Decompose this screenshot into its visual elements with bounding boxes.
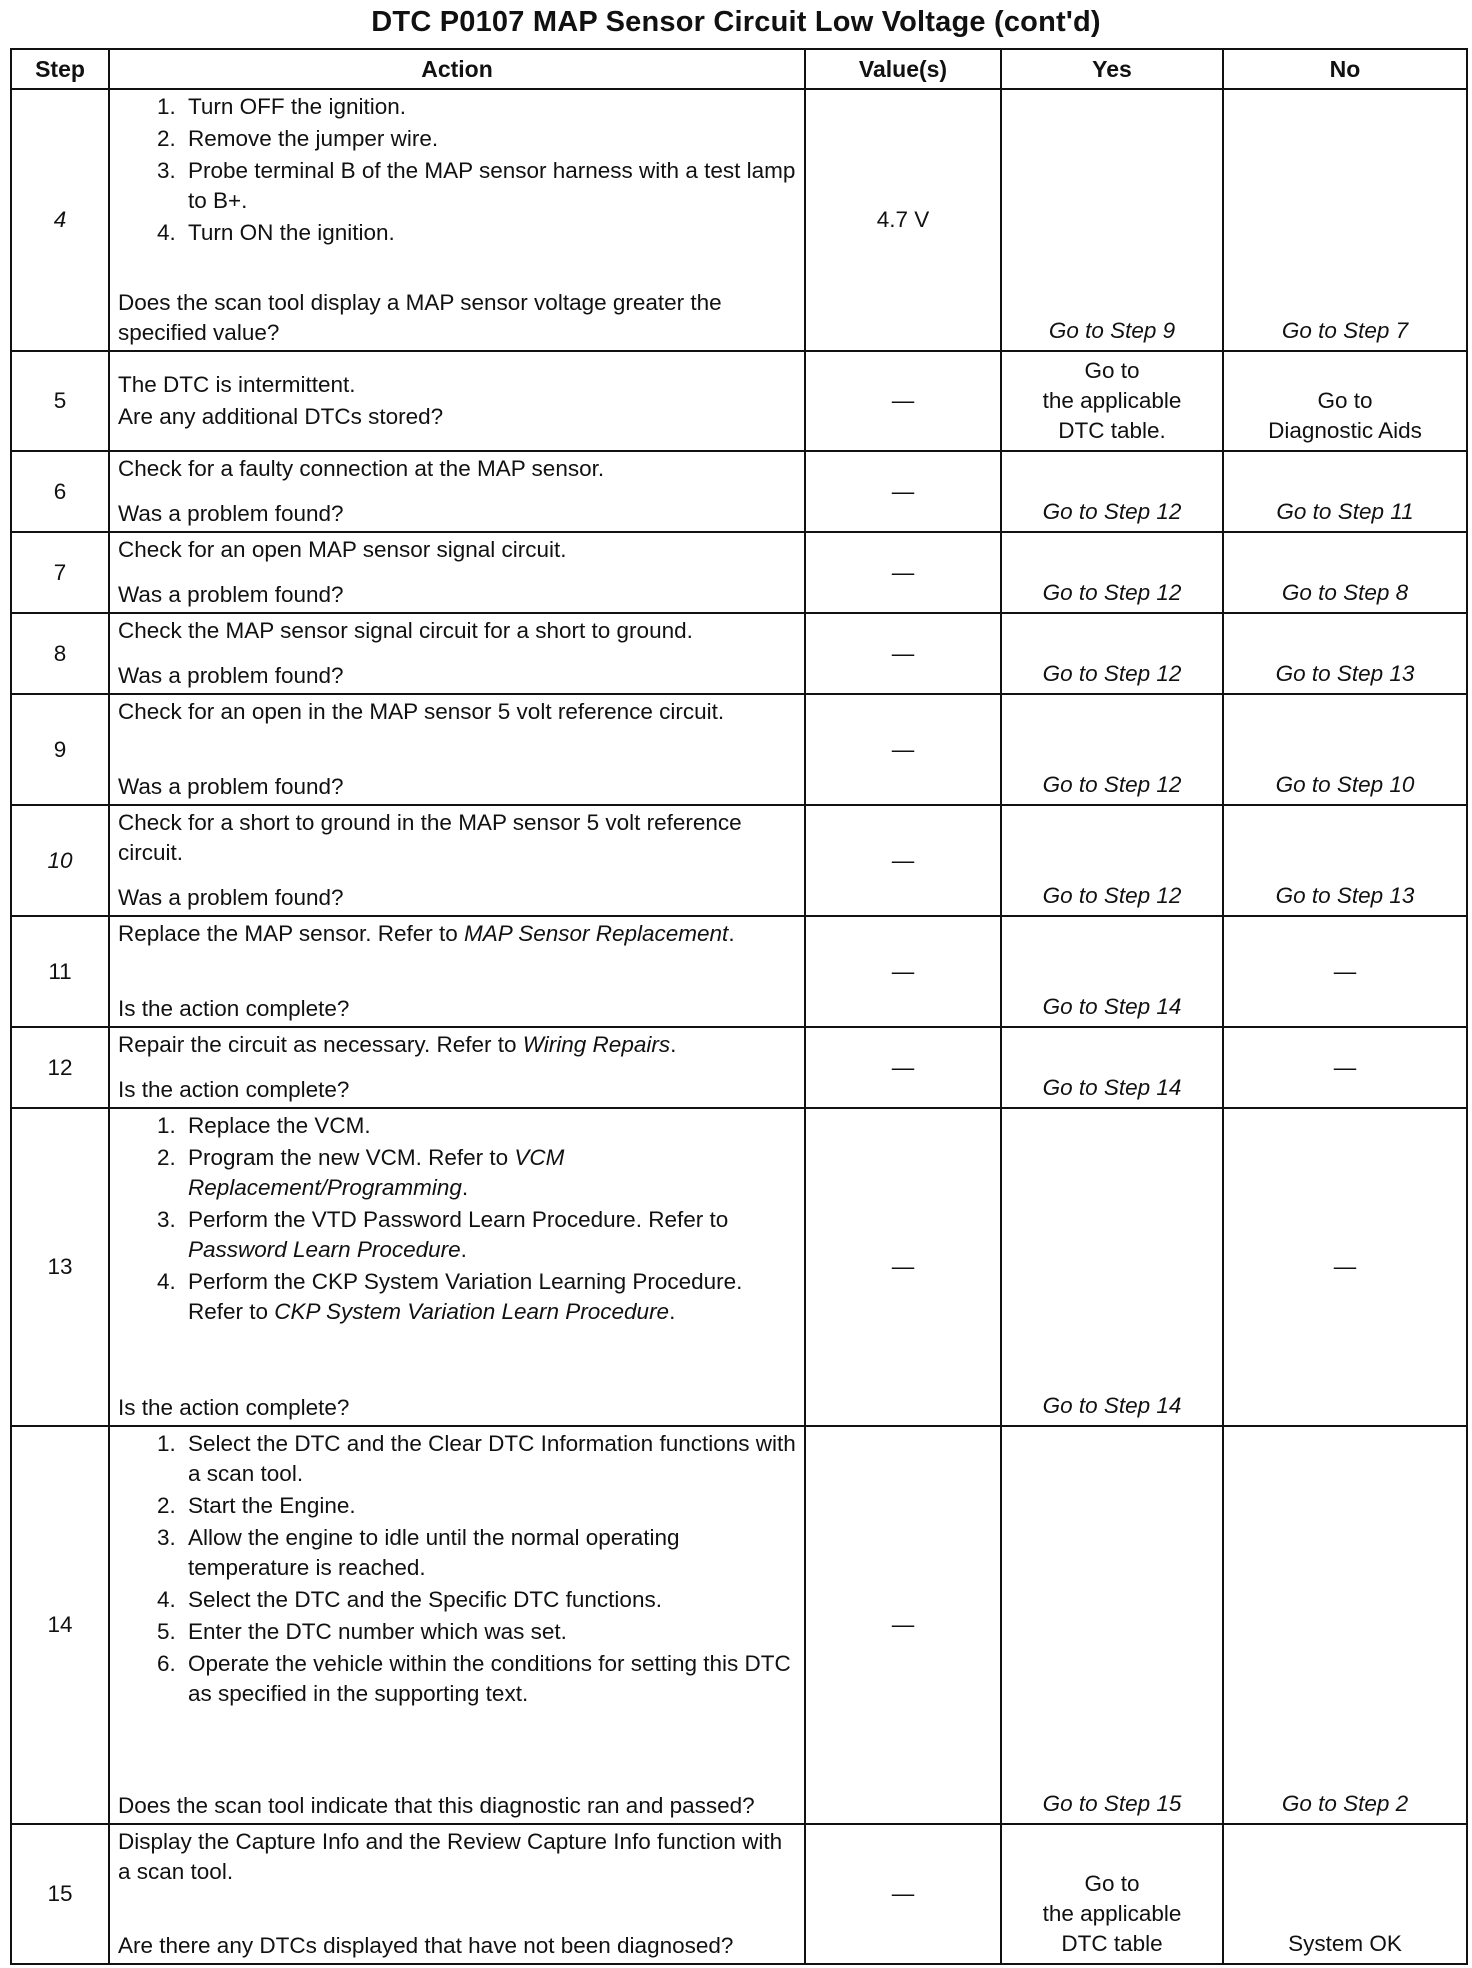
question-text: Was a problem found? — [118, 582, 344, 607]
action-text — [118, 919, 796, 949]
action-list — [118, 92, 796, 250]
value-cell: — — [805, 694, 1001, 805]
list-item-text-post: . — [669, 1299, 676, 1324]
no-goto-link: Go to Step 13 — [1275, 661, 1415, 686]
list-item — [182, 1143, 796, 1203]
question-text: Was a problem found? — [118, 885, 344, 910]
table-row — [11, 694, 1467, 805]
question-text: Is the action complete? — [118, 996, 350, 1021]
table-row — [11, 1426, 1467, 1824]
yes-cell — [1001, 916, 1223, 1027]
value-cell: — — [805, 351, 1001, 451]
yes-cell — [1001, 1426, 1223, 1824]
value-cell: — — [805, 1824, 1001, 1964]
step-number: 12 — [11, 1027, 109, 1108]
value-cell: — — [805, 1426, 1001, 1824]
no-line: Go to — [1317, 388, 1373, 413]
action-cell — [109, 694, 805, 805]
action-text: The DTC is intermittent. — [118, 372, 356, 397]
yes-line: Go to — [1084, 358, 1140, 383]
column-header-yes: Yes — [1001, 49, 1223, 89]
yes-cell — [1001, 613, 1223, 694]
page-title: DTC P0107 MAP Sensor Circuit Low Voltage (cont'd) — [371, 6, 1101, 38]
no-cell: — — [1223, 1027, 1467, 1108]
action-cell — [109, 613, 805, 694]
no-cell: — — [1223, 916, 1467, 1027]
yes-line: the applicable — [1042, 388, 1182, 413]
action-text: Check for an open MAP sensor signal circuit. — [118, 537, 567, 562]
action-cell — [109, 1108, 805, 1426]
yes-cell — [1001, 532, 1223, 613]
step-number: 9 — [11, 694, 109, 805]
value-cell: — — [805, 1108, 1001, 1426]
reference-link[interactable]: CKP System Variation Learn Procedure — [274, 1299, 670, 1324]
table-row — [11, 451, 1467, 532]
action-text — [118, 1030, 796, 1060]
table-row — [11, 916, 1467, 1027]
yes-goto-link: Go to Step 12 — [1042, 580, 1182, 605]
yes-cell — [1001, 694, 1223, 805]
action-cell — [109, 916, 805, 1027]
question-text: Does the scan tool indicate that this diagnostic ran and passed? — [118, 1793, 755, 1818]
yes-cell — [1001, 451, 1223, 532]
yes-cell — [1001, 805, 1223, 916]
list-item: 5. Enter the DTC number which was set. — [182, 1617, 796, 1647]
yes-goto-link: Go to Step 12 — [1042, 883, 1182, 908]
question-text: Are there any DTCs displayed that have not been diagnosed? — [118, 1933, 734, 1958]
step-number: 14 — [11, 1426, 109, 1824]
no-goto-link: Go to Step 2 — [1281, 1791, 1409, 1816]
action-list — [118, 1111, 796, 1329]
question-text: Was a problem found? — [118, 663, 344, 688]
list-item: 4. Turn ON the ignition. — [182, 218, 796, 248]
list-item: 3. Allow the engine to idle until the normal operating temperature is reached. — [182, 1523, 796, 1583]
action-text: Check for a faulty connection at the MAP sensor. — [118, 456, 605, 481]
list-item: 1. Select the DTC and the Clear DTC Information functions with a scan tool. — [182, 1429, 796, 1489]
yes-cell — [1001, 89, 1223, 351]
diagnostic-table — [10, 48, 1468, 1965]
value-cell: — — [805, 916, 1001, 1027]
list-item: 2. Remove the jumper wire. — [182, 124, 796, 154]
reference-link[interactable]: Password Learn Procedure — [188, 1237, 461, 1262]
action-list — [118, 1429, 796, 1711]
question-text: Are any additional DTCs stored? — [118, 404, 444, 429]
table-row — [11, 532, 1467, 613]
action-text-post: . — [728, 921, 735, 946]
no-cell — [1223, 805, 1467, 916]
yes-goto-link: Go to Step 12 — [1042, 772, 1182, 797]
value-cell: — — [805, 451, 1001, 532]
list-item — [182, 1205, 796, 1265]
no-result-text: System OK — [1288, 1931, 1402, 1956]
reference-link[interactable]: VCM Replacement/Programming — [188, 1145, 565, 1200]
reference-link[interactable]: MAP Sensor Replacement — [464, 921, 729, 946]
action-text: Check the MAP sensor signal circuit for a short to ground. — [118, 618, 693, 643]
list-item — [182, 1111, 796, 1141]
value-cell: — — [805, 532, 1001, 613]
yes-goto-link: Go to Step 14 — [1042, 1393, 1182, 1418]
action-cell — [109, 351, 805, 451]
no-cell — [1223, 613, 1467, 694]
list-item-text: Perform the CKP System Variation Learning Procedure. Refer to — [188, 1269, 743, 1324]
no-line: Diagnostic Aids — [1268, 418, 1422, 443]
question-text: Was a problem found? — [118, 774, 344, 799]
no-cell — [1223, 351, 1467, 451]
table-row — [11, 613, 1467, 694]
action-cell — [109, 451, 805, 532]
no-goto-link: Go to Step 11 — [1276, 499, 1414, 524]
step-number: 7 — [11, 532, 109, 613]
step-number: 11 — [11, 916, 109, 1027]
list-item-text-post: . — [461, 1175, 469, 1200]
no-goto-link: Go to Step 13 — [1275, 883, 1415, 908]
yes-goto-link: Go to Step 14 — [1042, 994, 1182, 1019]
yes-goto-link: Go to Step 12 — [1042, 499, 1182, 524]
no-cell — [1223, 451, 1467, 532]
reference-link[interactable]: Wiring Repairs — [522, 1032, 671, 1057]
action-text-pre: Repair the circuit as necessary. Refer to — [118, 1032, 523, 1057]
yes-goto-link: Go to Step 12 — [1042, 661, 1182, 686]
yes-line: the applicable — [1042, 1901, 1182, 1926]
value-cell: — — [805, 1027, 1001, 1108]
question-text: Is the action complete? — [118, 1395, 350, 1420]
value-cell: — — [805, 805, 1001, 916]
table-row — [11, 89, 1467, 351]
yes-goto-link: Go to Step 15 — [1042, 1791, 1182, 1816]
step-number: 5 — [11, 351, 109, 451]
no-cell: — — [1223, 1108, 1467, 1426]
value-cell: 4.7 V — [805, 89, 1001, 351]
step-number: 6 — [11, 451, 109, 532]
list-item: 1. Turn OFF the ignition. — [182, 92, 796, 122]
list-item — [182, 1267, 796, 1327]
list-item: 3. Probe terminal B of the MAP sensor harness with a test lamp to B+. — [182, 156, 796, 216]
table-row — [11, 805, 1467, 916]
yes-cell — [1001, 1824, 1223, 1964]
action-cell — [109, 1426, 805, 1824]
list-item: 4. Select the DTC and the Specific DTC functions. — [182, 1585, 796, 1615]
yes-line: Go to — [1084, 1871, 1140, 1896]
yes-goto-link: Go to Step 9 — [1048, 318, 1176, 343]
step-number: 10 — [11, 805, 109, 916]
list-item: 6. Operate the vehicle within the conditions for setting this DTC as specified in the supporting text. — [182, 1649, 796, 1709]
yes-goto-link: Go to Step 14 — [1042, 1075, 1182, 1100]
list-item: 2. Start the Engine. — [182, 1491, 796, 1521]
table-row — [11, 1824, 1467, 1964]
action-text: Check for an open in the MAP sensor 5 volt reference circuit. — [118, 699, 725, 724]
no-cell — [1223, 532, 1467, 613]
action-cell — [109, 89, 805, 351]
no-cell — [1223, 1824, 1467, 1964]
question-text: Does the scan tool display a MAP sensor voltage greater the specified value? — [118, 290, 722, 345]
action-text: Display the Capture Info and the Review Capture Info function with a scan tool. — [118, 1829, 783, 1884]
action-cell — [109, 805, 805, 916]
no-goto-link: Go to Step 7 — [1281, 318, 1409, 343]
action-text-post: . — [670, 1032, 677, 1057]
yes-line: DTC table. — [1058, 418, 1166, 443]
no-goto-link: Go to Step 10 — [1275, 772, 1415, 797]
table-header-row — [11, 49, 1467, 89]
list-item-text: Perform the VTD Password Learn Procedure. Refer to — [188, 1207, 729, 1232]
list-item-text-post: . — [460, 1237, 467, 1262]
column-header-no: No — [1223, 49, 1467, 89]
step-number: 15 — [11, 1824, 109, 1964]
step-number: 4 — [11, 89, 109, 351]
question-text: Was a problem found? — [118, 501, 344, 526]
action-text: Check for a short to ground in the MAP sensor 5 volt reference circuit. — [118, 810, 742, 865]
no-cell — [1223, 89, 1467, 351]
question-text: Is the action complete? — [118, 1077, 350, 1102]
table-row — [11, 351, 1467, 451]
column-header-step: Step — [11, 49, 109, 89]
column-header-action: Action — [109, 49, 805, 89]
value-cell: — — [805, 613, 1001, 694]
action-cell — [109, 532, 805, 613]
action-cell — [109, 1027, 805, 1108]
action-cell — [109, 1824, 805, 1964]
table-row — [11, 1027, 1467, 1108]
yes-cell — [1001, 1027, 1223, 1108]
step-number: 13 — [11, 1108, 109, 1426]
yes-cell — [1001, 351, 1223, 451]
no-cell — [1223, 694, 1467, 805]
column-header-values: Value(s) — [805, 49, 1001, 89]
list-item-text: Replace the VCM. — [188, 1113, 371, 1138]
yes-line: DTC table — [1061, 1931, 1163, 1956]
table-row — [11, 1108, 1467, 1426]
yes-cell — [1001, 1108, 1223, 1426]
no-goto-link: Go to Step 8 — [1281, 580, 1409, 605]
list-item-text: Program the new VCM. Refer to — [188, 1145, 515, 1170]
step-number: 8 — [11, 613, 109, 694]
no-cell — [1223, 1426, 1467, 1824]
action-text-pre: Replace the MAP sensor. Refer to — [118, 921, 465, 946]
